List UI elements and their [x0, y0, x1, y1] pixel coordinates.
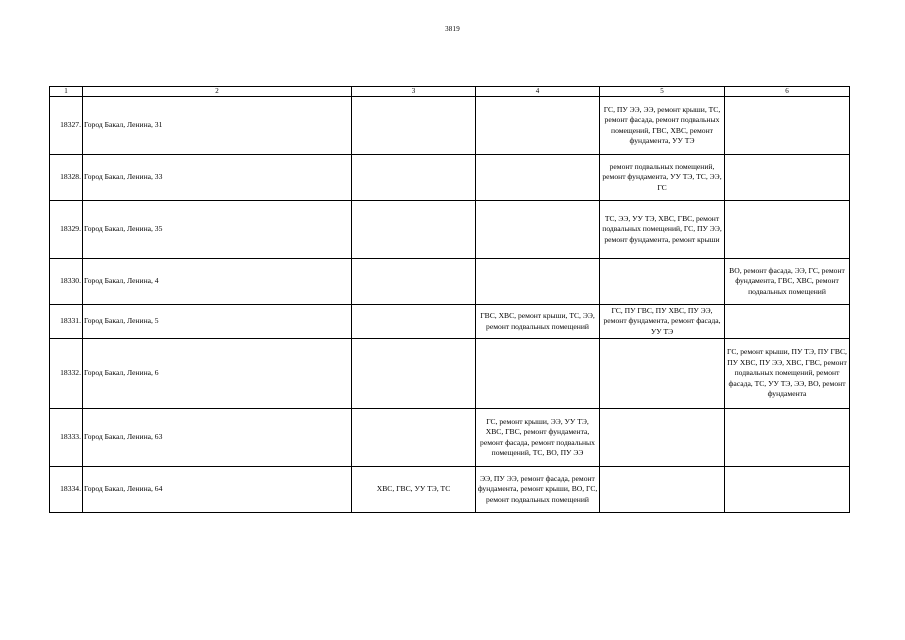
column-header: 1: [50, 87, 83, 97]
column-3-cell: [352, 259, 476, 305]
row-number-cell: 18327.: [50, 97, 83, 155]
column-3-cell: [352, 305, 476, 339]
row-number-cell: 18331.: [50, 305, 83, 339]
column-3-cell: [352, 339, 476, 409]
column-3-cell: [352, 155, 476, 201]
column-5-cell: [600, 409, 725, 467]
row-number-cell: 18334.: [50, 467, 83, 513]
column-header: 3: [352, 87, 476, 97]
column-3-cell: [352, 201, 476, 259]
table-row: [50, 259, 850, 305]
address-cell: Город Бакал, Ленина, 63: [83, 409, 352, 467]
column-4-cell: [476, 97, 600, 155]
column-6-cell: [725, 201, 850, 259]
column-5-cell: [600, 259, 725, 305]
row-number-cell: 18330.: [50, 259, 83, 305]
table-row: [50, 339, 850, 409]
row-number-cell: 18329.: [50, 201, 83, 259]
column-3-cell: [352, 409, 476, 467]
column-4-cell: ГВС, ХВС, ремонт крыши, ТС, ЭЭ, ремонт подвальных помещений: [476, 305, 600, 339]
row-number-cell: 18333.: [50, 409, 83, 467]
column-5-cell: [600, 467, 725, 513]
column-header: 5: [600, 87, 725, 97]
column-header: 6: [725, 87, 850, 97]
column-5-cell: ремонт подвальных помещений, ремонт фундамента, УУ ТЭ, ТС, ЭЭ, ГС: [600, 155, 725, 201]
column-6-cell: [725, 409, 850, 467]
table-row: [50, 467, 850, 513]
column-header: 4: [476, 87, 600, 97]
table-row: [50, 201, 850, 259]
column-4-cell: ГС, ремонт крыши, ЭЭ, УУ ТЭ, ХВС, ГВС, ремонт фундамента, ремонт фасада, ремонт подвальных помещений, ТС, ВО, ПУ ЭЭ: [476, 409, 600, 467]
column-5-cell: [600, 339, 725, 409]
column-6-cell: [725, 467, 850, 513]
column-4-cell: [476, 201, 600, 259]
address-cell: Город Бакал, Ленина, 31: [83, 97, 352, 155]
address-cell: Город Бакал, Ленина, 33: [83, 155, 352, 201]
column-3-cell: ХВС, ГВС, УУ ТЭ, ТС: [352, 467, 476, 513]
column-header: 2: [83, 87, 352, 97]
column-5-cell: ГС, ПУ ГВС, ПУ ХВС, ПУ ЭЭ, ремонт фундамента, ремонт фасада, УУ ТЭ: [600, 305, 725, 339]
table-body: [50, 97, 850, 513]
row-number-cell: 18328.: [50, 155, 83, 201]
row-number-cell: 18332.: [50, 339, 83, 409]
table-row: [50, 409, 850, 467]
page-number: 3819: [445, 25, 460, 33]
table-row: [50, 155, 850, 201]
column-4-cell: [476, 259, 600, 305]
column-5-cell: ТС, ЭЭ, УУ ТЭ, ХВС, ГВС, ремонт подвальных помещений, ГС, ПУ ЭЭ, ремонт фундамента, ремонт крыши: [600, 201, 725, 259]
column-6-cell: ГС, ремонт крыши, ПУ ТЭ, ПУ ГВС, ПУ ХВС, ПУ ЭЭ, ХВС, ГВС, ремонт подвальных помещений, ремонт фасада, ТС, УУ ТЭ, ЭЭ, ВО, ремонт фундамента: [725, 339, 850, 409]
address-cell: Город Бакал, Ленина, 5: [83, 305, 352, 339]
table-row: [50, 305, 850, 339]
column-6-cell: [725, 305, 850, 339]
address-cell: Город Бакал, Ленина, 35: [83, 201, 352, 259]
column-4-cell: [476, 339, 600, 409]
address-cell: Город Бакал, Ленина, 4: [83, 259, 352, 305]
column-3-cell: [352, 97, 476, 155]
column-6-cell: ВО, ремонт фасада, ЭЭ, ГС, ремонт фундамента, ГВС, ХВС, ремонт подвальных помещений: [725, 259, 850, 305]
column-5-cell: ГС, ПУ ЭЭ, ЭЭ, ремонт крыши, ТС, ремонт фасада, ремонт подвальных помещений, ГВС, ХВС, ремонт фундамента, УУ ТЭ: [600, 97, 725, 155]
repair-plan-table: [49, 86, 850, 513]
table-row: [50, 97, 850, 155]
column-6-cell: [725, 155, 850, 201]
table-header-row: [50, 87, 850, 97]
address-cell: Город Бакал, Ленина, 6: [83, 339, 352, 409]
column-6-cell: [725, 97, 850, 155]
column-4-cell: [476, 155, 600, 201]
address-cell: Город Бакал, Ленина, 64: [83, 467, 352, 513]
column-4-cell: ЭЭ, ПУ ЭЭ, ремонт фасада, ремонт фундамента, ремонт крыши, ВО, ГС, ремонт подвальных помещений: [476, 467, 600, 513]
